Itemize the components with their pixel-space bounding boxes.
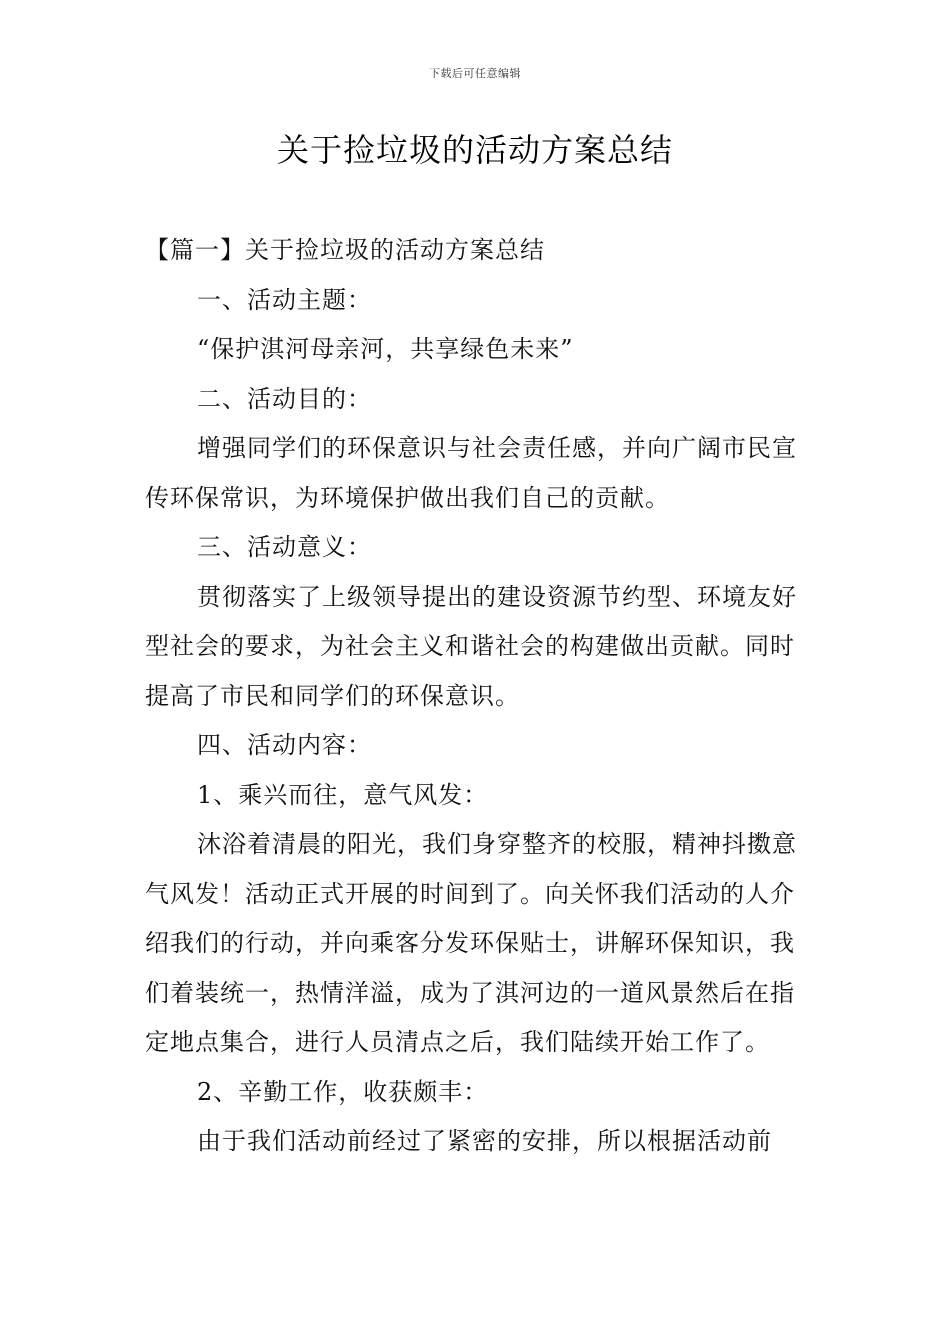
content-item-2-body: 由于我们活动前经过了紧密的安排，所以根据活动前	[197, 1127, 772, 1155]
purpose-heading: 二、活动目的：	[197, 384, 372, 413]
document-body	[145, 226, 810, 1167]
content-item-2-heading: 2、辛勤工作，收获颇丰：	[197, 1077, 489, 1106]
content-heading: 四、活动内容：	[197, 731, 372, 759]
theme-quote: “保护淇河母亲河，共享绿色未来”	[197, 335, 574, 363]
content-item-1-body: 沐浴着清晨的阳光，我们身穿整齐的校服，精神抖擞意气风发！活动正式开展的时间到了。向关怀我们活动的人介绍我们的行动，并向乘客分发环保贴士，讲解环保知识，我们着装统一，热情洋溢，成为了淇河边的一道风景然后在指定地点集合，进行人员清点之后，我们陆续开始工作了。	[145, 830, 797, 1056]
content-item-1-heading: 1、乘兴而往，意气风发：	[197, 780, 489, 809]
purpose-body: 增强同学们的环保意识与社会责任感，并向广阔市民宣传环保常识，为环境保护做出我们自己的贡献。	[145, 434, 797, 512]
significance-body: 贯彻落实了上级领导提出的建设资源节约型、环境友好型社会的要求，为社会主义和谐社会的构建做出贡献。同时提高了市民和同学们的环保意识。	[145, 582, 797, 710]
significance-heading: 三、活动意义：	[197, 533, 372, 561]
header-note: 下载后可任意编辑	[429, 67, 521, 80]
theme-heading: 一、活动主题：	[197, 285, 372, 314]
section-heading: 【篇一】关于捡垃圾的活动方案总结	[145, 236, 545, 264]
document-title: 关于捡垃圾的活动方案总结	[276, 131, 673, 169]
